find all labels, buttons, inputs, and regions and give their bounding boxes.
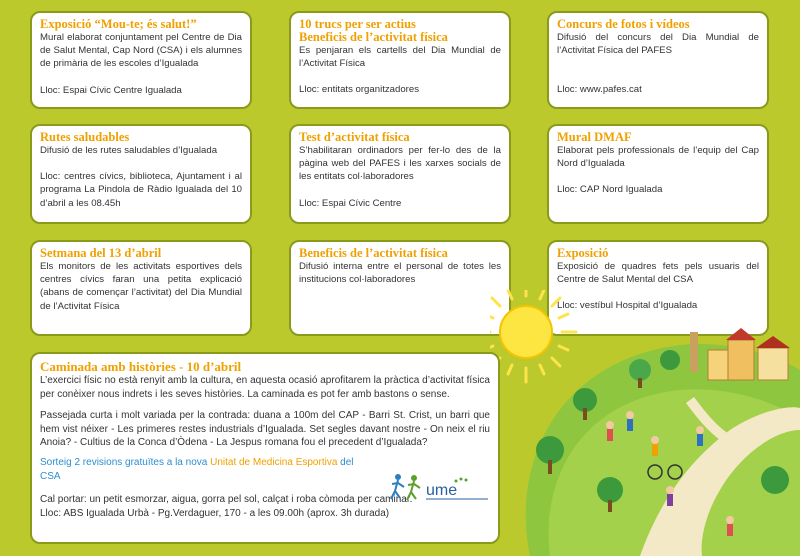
card-body: Exposició de quadres fets pels usuaris del Centre de Salut Mental del CSA <box>557 261 759 286</box>
card-body: Mural elaborat conjuntament pel Centre de Dia de Salut Mental, Cap Nord (CSA) i els alumnes de primària de les escoles d’Igualada <box>40 32 242 70</box>
card-title: Exposició <box>557 246 609 260</box>
ume-name: Unitat de Medicina Esportiva <box>210 456 338 468</box>
card-title: Exposició “Mou-te; és salut!” <box>40 17 197 31</box>
park-illustration <box>490 290 800 556</box>
card-rutes-saludables <box>30 124 252 224</box>
card-title-secondary: Beneficis de l’activitat física <box>299 30 448 44</box>
caminada-portar: Cal portar: un petit esmorzar, aigua, gorra pel sol, calçat i roba còmoda per caminar. <box>40 494 413 506</box>
caminada-intro: L’exercici físic no està renyit amb la cultura, en aquesta ocasió aprofitarem la pràctica d’activitat física per conèixer nous indrets i les seves històries. La caminada es pot fer amb bastons o sense. <box>40 375 490 400</box>
ume-logo-text: ume <box>426 482 458 499</box>
sun-icon <box>490 290 576 382</box>
sorteig-text: Sorteig 2 revisions gratuïtes a la nova <box>40 456 211 468</box>
card-body: Difusió interna entre el personal de totes les institucions col·laboradores <box>299 261 501 286</box>
card-title: 10 trucs per ser actius <box>299 17 416 31</box>
card-title: Beneficis de l’activitat física <box>299 246 448 260</box>
card-title: Setmana del 13 d’abril <box>40 246 162 260</box>
card-lloc: Lloc: entitats organitzadores <box>299 84 419 96</box>
card-body: Difusió del concurs del Dia Mundial de l’Activitat Física del PAFES <box>557 32 759 57</box>
card-title: Test d’activitat física <box>299 130 410 144</box>
card-body: Els monitors de les activitats esportives dels centres cívics faran una petita explicació (abans de començar l’activitat) del Dia Mundial de l’Activitat Física <box>40 261 242 312</box>
card-10-trucs <box>289 11 511 109</box>
sorteig-suffix: del CSA <box>40 456 354 482</box>
card-title: Concurs de fotos i vídeos <box>557 17 690 31</box>
caminada-lloc: Lloc: ABS Igualada Urbà - Pg.Verdaguer, 170 - a les 09.00h (aprox. 3h durada) <box>40 507 390 519</box>
card-beneficis <box>289 240 511 336</box>
logo-dots <box>455 478 468 483</box>
caminada-route: Passejada curta i molt variada per la contrada: duana a 100m del CAP - Barri St. Crist, un barri que hem vist néixer - Les primeres restes industrials d’Igualada. Set segles davant nostre - On neix el riu Anoia? - Cultius de la Conca d’Òdena - La Jespus romana fou el precedent d’Igualada? <box>40 410 490 449</box>
card-body: Difusió de les rutes saludables d’Igualada <box>40 145 218 156</box>
ume-logo <box>390 471 490 511</box>
card-title: Caminada amb històries - 10 d’abril <box>40 359 242 374</box>
card-body: Es penjaran els cartells del Dia Mundial de l’Activitat Física <box>299 45 501 70</box>
card-lloc: Lloc: Espai Cívic Centre Igualada <box>40 84 182 96</box>
card-concurs-fotos <box>547 11 769 109</box>
card-caminada <box>30 352 500 544</box>
card-lloc: Lloc: centres cívics, biblioteca, Ajuntament i al programa La Pindola de Ràdio Igualada del 10 d’abril a les 08.45h <box>40 171 242 209</box>
card-mural-dmaf <box>547 124 769 224</box>
runners-icon <box>391 474 420 500</box>
card-title: Rutes saludables <box>40 130 130 144</box>
card-test-activitat <box>289 124 511 224</box>
card-body: Elaborat pels professionals de l’equip del Cap Nord d’Igualada <box>557 145 759 170</box>
card-exposicio-mou-te <box>30 11 252 109</box>
card-lloc: Lloc: Espai Cívic Centre <box>299 197 402 209</box>
card-title: Mural DMAF <box>557 130 632 144</box>
card-lloc: Lloc: www.pafes.cat <box>557 84 642 96</box>
card-lloc: Lloc: vestíbul Hospital d’Igualada <box>557 300 698 312</box>
card-lloc: Lloc: CAP Nord Igualada <box>557 184 663 196</box>
card-body: S’habilitaran ordinadors per fer-lo des de la pàgina web del PAFES i les xarxes socials de les entitats col·laboradores <box>299 145 501 183</box>
caminada-sorteig <box>40 456 360 483</box>
card-setmana-13-abril <box>30 240 252 336</box>
